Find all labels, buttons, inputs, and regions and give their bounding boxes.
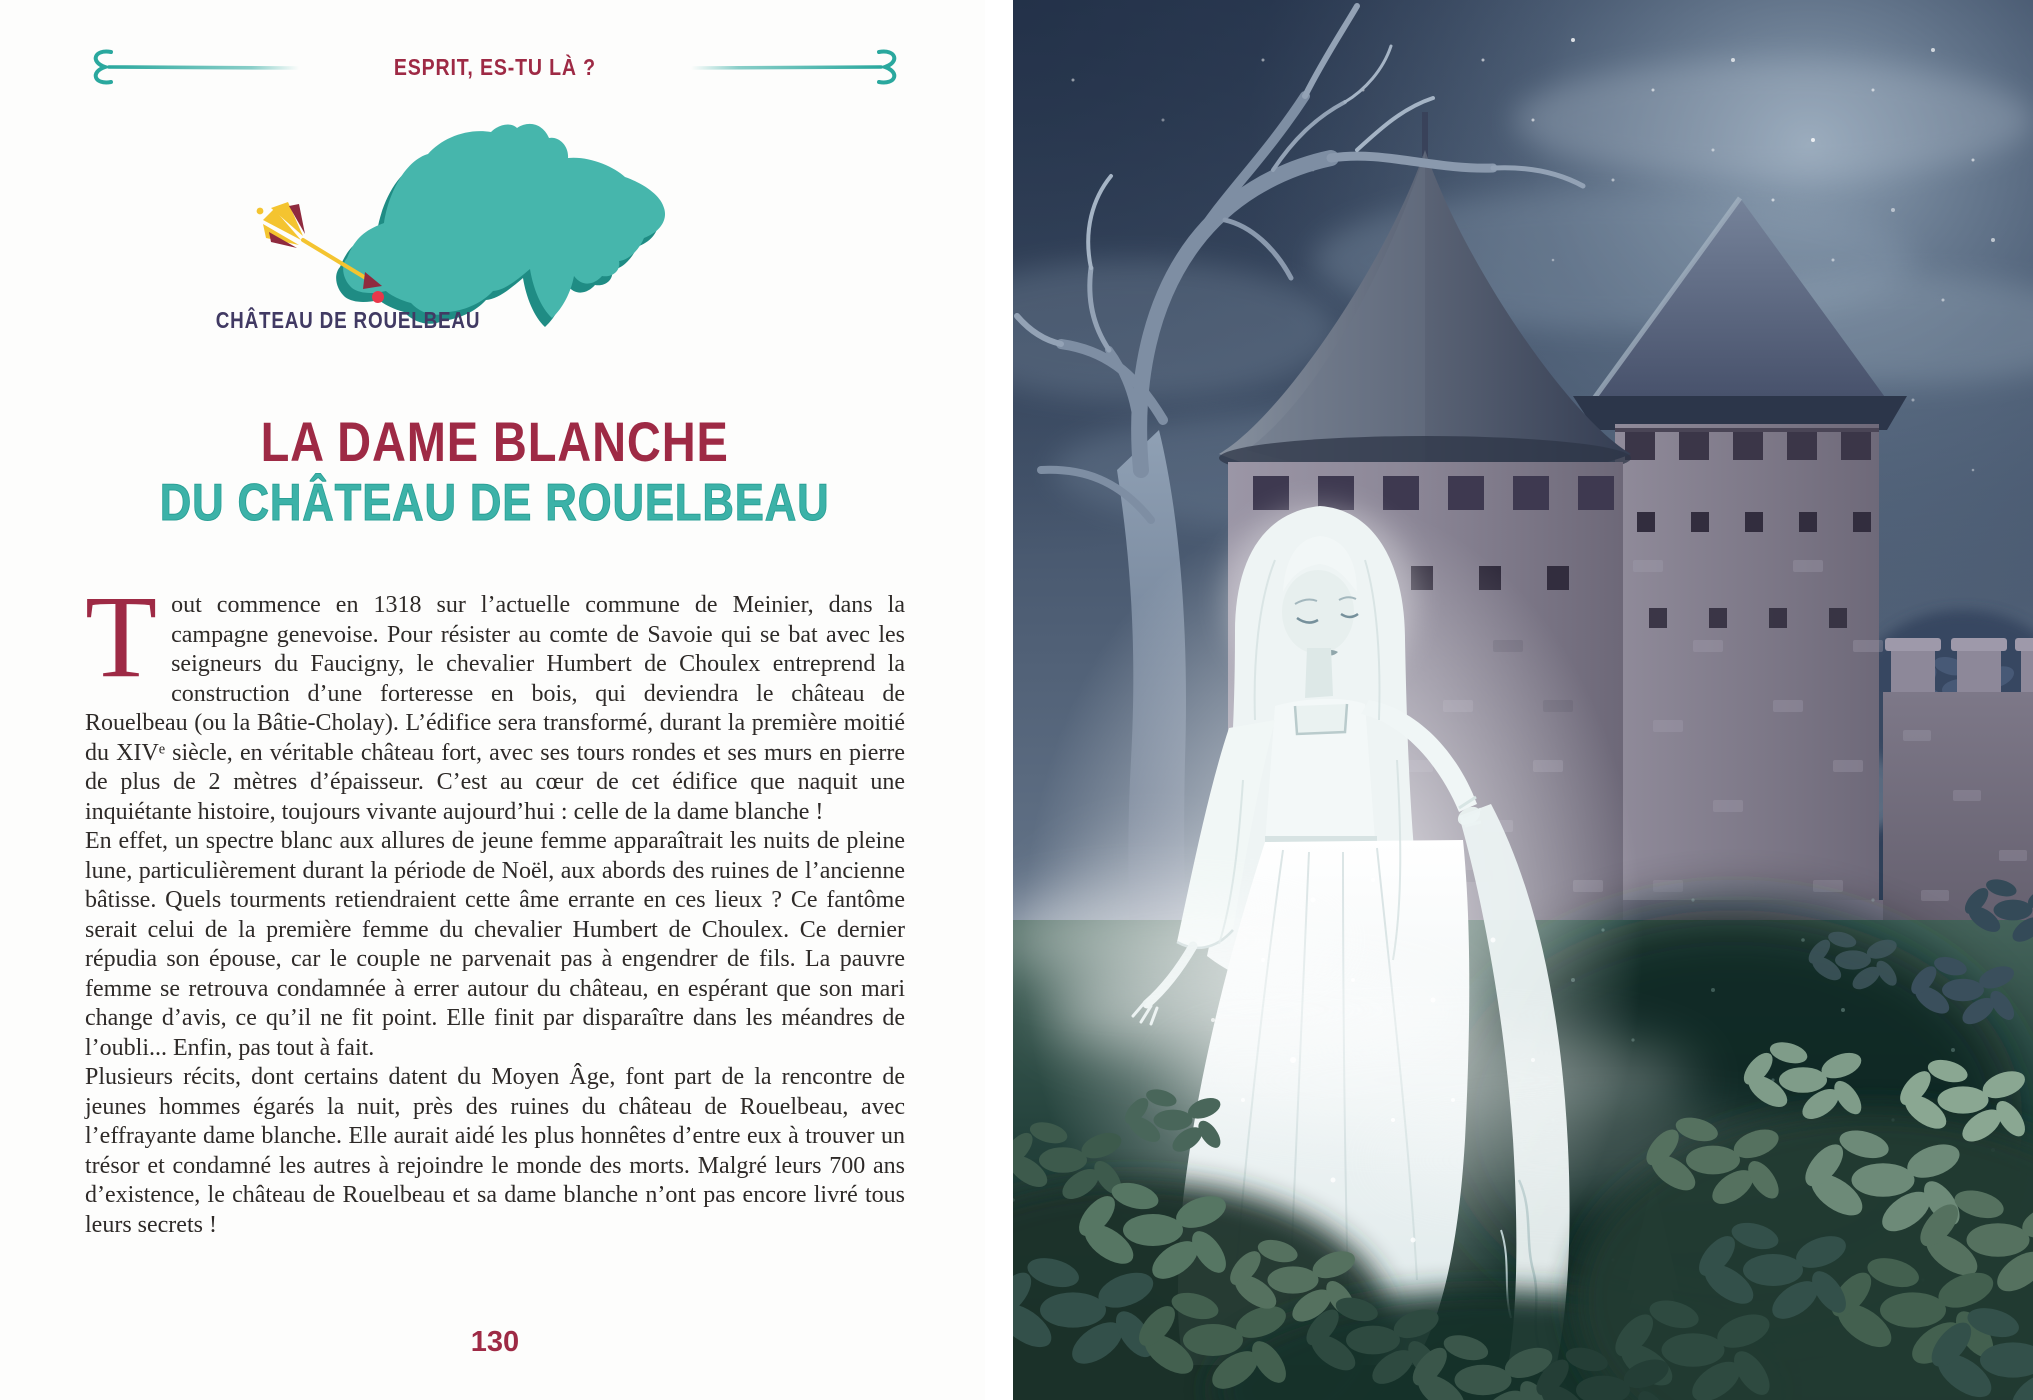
running-header bbox=[85, 46, 905, 88]
right-page bbox=[985, 0, 2033, 1400]
title-line-2: DU CHÂTEAU DE ROUELBEAU bbox=[160, 474, 830, 532]
title-line-1: LA DAME BLANCHE bbox=[260, 410, 730, 473]
location-dot bbox=[372, 291, 384, 303]
page-number: 130 bbox=[470, 1326, 520, 1358]
drop-cap: T bbox=[85, 571, 158, 702]
paragraph-2: En effet, un spectre blanc aux allures de jeune femme apparaîtrait les nuits de pleine lune, particulièrement durant la période de Noël, aux abords des ruines de l’ancienne bâtisse. Quels tourments retiendraient cette âme errante en ces lieux ? Ce fantôme serait celui de la première femme du chevalier Humbert de Choulex. Ce dernier répudia son épouse, car le couple ne parvenait pas à engendrer de fils. La pauvre femme se retrouva condamnée à errer autour du château, en espérant que son mari change d’avis, ce qu’il ne fit point. Elle finit par disparaître dans les méandres de l’oubli... Enfin, pas tout à fait. bbox=[85, 828, 905, 1061]
left-page bbox=[0, 0, 985, 1400]
switzerland-locator-map bbox=[175, 110, 905, 355]
ghost-castle-illustration bbox=[1013, 0, 2033, 1400]
page-title bbox=[85, 411, 905, 533]
paragraph-3: Plusieurs récits, dont certains datent du Moyen Âge, font part de la rencontre de jeunes hommes égarés la nuit, près des ruines du château de Rouelbeau, avec l’effrayante dame blanche. Elle aurait aidé les plus honnêtes d’entre eux à trouver un trésor et condamné les autres à rejoindre le monde des morts. Malgré leurs 700 ans d’existence, le château de Rouelbeau et sa dame blanche n’ont pas encore livré tous leurs secrets ! bbox=[85, 1064, 905, 1238]
flourish-right-icon bbox=[687, 45, 905, 89]
paragraph-1: Tout commence en 1318 sur l’actuelle commune de Meinier, dans la campagne genevoise. Pour résister au comte de Savoie qui se bat avec les seigneurs du Faucigny, le chevalier Humbert de Choulex entreprend la construction d’une forteresse en bois, qui deviendra le château de Rouelbeau (ou la Bâtie-Cholay). L’édifice sera transformé, durant la première moitié du XIVᵉ siècle, en véritable château fort, avec ses tours rondes et ses murs en pierre de plus de 2 mètres d’épaisseur. C’est au cœur de cet édifice que naquit une inquiétante histoire, toujours vivante aujourd’hui : celle de la dame blanche ! bbox=[85, 571, 905, 825]
flourish-left-icon bbox=[85, 45, 303, 89]
map-label: CHÂTEAU DE ROUELBEAU bbox=[215, 308, 481, 334]
article-body bbox=[85, 571, 905, 1240]
chapter-running-title: ESPRIT, ES-TU LÀ ? bbox=[393, 53, 597, 80]
